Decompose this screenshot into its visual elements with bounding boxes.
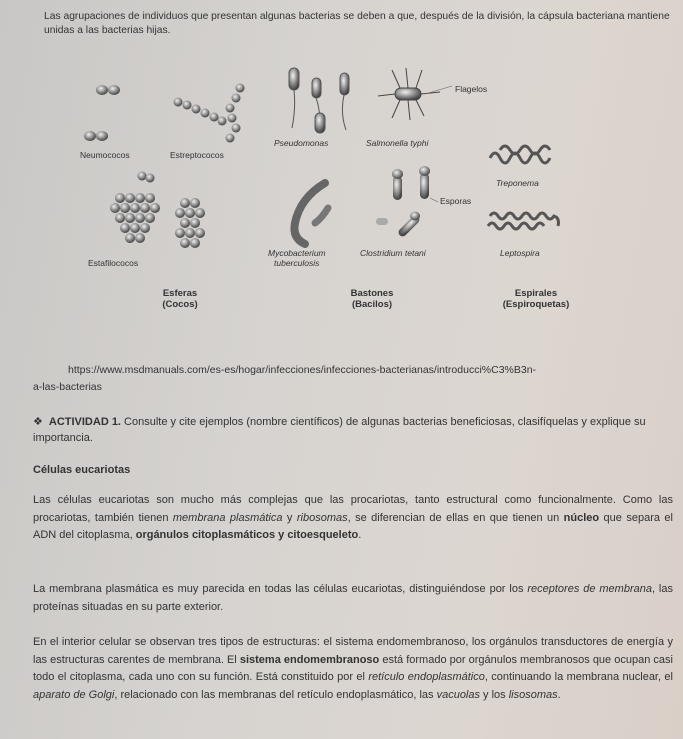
p3-text-e: y los [480, 688, 509, 701]
label-pseudomonas: Pseudomonas [274, 138, 329, 148]
p2-italic-receptores: receptores de membrana [527, 583, 652, 595]
p3-text-c: , continuando la membrana nuclear, el [484, 671, 673, 683]
bacteria-figure [60, 58, 600, 328]
mycobacterium-drawing [294, 183, 328, 244]
p3-text-a: En el interior celular se observan tres tipos de estructuras: el sistema endomembranoso, los orgánulos transductores de energía y las estructuras carentes de membrana. El [33, 636, 673, 666]
category-esferas-title: Esferas [162, 288, 198, 299]
estreptococos-drawing [174, 84, 245, 143]
p3-text-d: , relacionado con las membranas del retículo endoplasmático, las [114, 688, 437, 701]
p1-text-b: y [282, 511, 297, 524]
label-leptospira: Leptospira [500, 248, 540, 258]
p1-text-a: Las células eucariotas son mucho más complejas que las procariotas, tanto estructural como funcionalmente. Como las procariotas, también tienen [33, 494, 673, 524]
treponema-drawing [490, 146, 550, 163]
intro-paragraph: Las agrupaciones de individuos que presentan algunas bacterias se deben a que, después de la división, la cápsula bacteriana mantiene unidas a las bacterias hijas. [44, 11, 670, 36]
category-cocos: (Cocos) [162, 299, 198, 310]
p3-text-f: . [557, 688, 561, 701]
p3-text-b: está formado por orgánulos membranosos que ocupan casi todo el citoplasma, cada uno con su función. Está constituido por el [33, 653, 673, 683]
label-estreptococos: Estreptococos [170, 150, 224, 160]
source-url-line1: https://www.msdmanuals.com/es-es/hogar/infecciones/infecciones-bacterianas/introducci%C3%B3n- [68, 364, 537, 376]
label-mycobacterium: Mycobacterium [268, 248, 326, 258]
paragraph-1 [33, 492, 673, 545]
label-esporas: Esporas [440, 196, 472, 206]
source-url-line2: a-las-bacterias [33, 381, 102, 393]
category-espirales [486, 288, 586, 310]
pseudomonas-drawing [289, 68, 349, 133]
p1-bold-organulos: orgánulos citoplasmáticos y citoesqueleto [135, 529, 359, 541]
category-bastones-title: Bastones [350, 288, 394, 299]
salmonella-drawing [378, 68, 440, 120]
p1-text-d: que separa el ADN del citoplasma, [33, 511, 673, 541]
paragraph-3 [33, 634, 673, 704]
paragraph-2 [33, 581, 673, 616]
p2-text-a: La membrana plasmática es muy parecida en todas las células eucariotas, distinguiéndose por los [33, 583, 528, 595]
label-tuberculosis: tuberculosis [274, 258, 320, 268]
p2-text-b: , las proteínas situadas en su parte exterior. [33, 583, 673, 613]
category-espiroquetas: (Espiroquetas) [502, 299, 570, 310]
p1-text-c: , se diferencian de ellas en que tienen un [347, 511, 564, 524]
label-salmonella: Salmonella typhi [366, 138, 429, 148]
section-heading: Células eucariotas [33, 464, 131, 476]
p3-italic-reticulo: retículo endoplasmático [368, 671, 485, 683]
label-neumococos: Neumococos [80, 150, 130, 160]
activity-block [33, 414, 673, 446]
label-estafilococos: Estafilococos [88, 258, 139, 268]
neumococos-drawing [84, 85, 120, 141]
p3-italic-vacuolas: vacuolas [436, 688, 480, 701]
diamond-bullet-icon: ❖ [33, 416, 43, 428]
p3-italic-golgi: aparato de Golgi [33, 688, 115, 701]
label-flagelos: Flagelos [455, 84, 488, 94]
clostridium-drawing [376, 166, 430, 238]
activity-text: Consulte y cite ejemplos (nombre científicos) de algunas bacterias beneficiosas, clasifíquelas y explique su importancia. [33, 416, 646, 444]
label-treponema: Treponema [496, 178, 539, 188]
p1-bold-nucleo: núcleo [563, 511, 600, 524]
p3-italic-lisosomas: lisosomas [508, 688, 558, 701]
p1-text-e: . [358, 529, 362, 541]
category-bastones [332, 288, 412, 310]
category-bacilos: (Bacilos) [351, 299, 393, 310]
leptospira-drawing [488, 213, 559, 229]
p3-bold-sistema: sistema endomembranoso [239, 653, 380, 666]
estafilococos-drawing [110, 172, 205, 249]
activity-label: ACTIVIDAD 1. [48, 416, 121, 428]
leader-lines [425, 86, 452, 202]
category-espirales-title: Espirales [514, 288, 558, 299]
p1-italic-membrana: membrana plasmática [172, 511, 283, 524]
p1-italic-ribosomas: ribosomas [296, 511, 348, 524]
label-clostridium: Clostridium tetani [360, 248, 426, 258]
category-esferas [140, 288, 220, 310]
